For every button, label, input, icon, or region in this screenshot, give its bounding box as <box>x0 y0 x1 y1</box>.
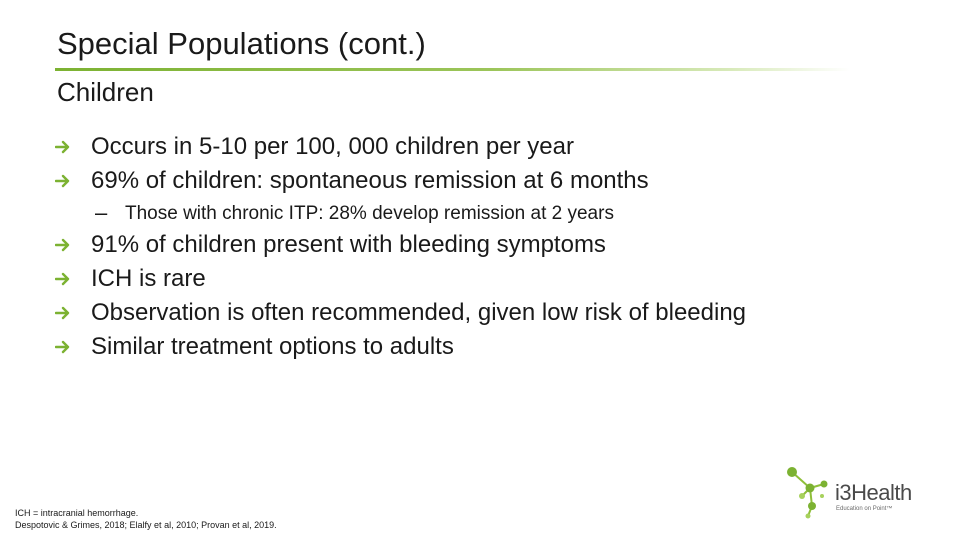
footnote-references: Despotovic & Grimes, 2018; Elalfy et al, 2010; Provan et al, 2019. <box>15 520 277 530</box>
arrow-right-icon <box>55 238 71 252</box>
bullet-text: ICH is rare <box>91 265 206 292</box>
arrow-right-icon <box>55 306 71 320</box>
bullet-text: 91% of children present with bleeding symptoms <box>91 231 606 258</box>
bullet-text: Similar treatment options to adults <box>91 333 454 360</box>
arrow-right-icon <box>55 272 71 286</box>
bullet-text: Occurs in 5-10 per 100, 000 children per year <box>91 133 574 160</box>
brand-logo <box>780 462 940 522</box>
bullet-item <box>55 330 935 364</box>
arrow-right-icon <box>55 140 71 154</box>
logo-tagline: Education on Point™ <box>836 506 893 512</box>
sub-bullet-text: Those with chronic ITP: 28% develop remission at 2 years <box>125 203 614 224</box>
bullet-item <box>55 130 935 164</box>
molecule-icon <box>780 462 836 522</box>
bullet-item <box>55 228 935 262</box>
bullet-text: Observation is often recommended, given low risk of bleeding <box>91 299 747 326</box>
slide-title: Special Populations (cont.) <box>57 26 426 61</box>
bullet-item <box>55 164 935 198</box>
arrow-right-icon <box>55 340 71 354</box>
bullet-list <box>55 130 935 364</box>
bullet-text: 69% of children: spontaneous remission at 6 months <box>91 167 649 194</box>
dash-marker: – <box>95 200 108 225</box>
arrow-right-icon <box>55 174 71 188</box>
footnote <box>15 507 277 531</box>
title-divider <box>55 68 850 71</box>
slide-subtitle: Children <box>57 77 154 107</box>
bullet-item <box>55 296 935 330</box>
footnote-abbreviation: ICH = intracranial hemorrhage. <box>15 508 139 518</box>
sub-bullet-item <box>55 198 935 228</box>
bullet-item <box>55 262 935 296</box>
logo-wordmark: i3Health <box>835 480 912 505</box>
